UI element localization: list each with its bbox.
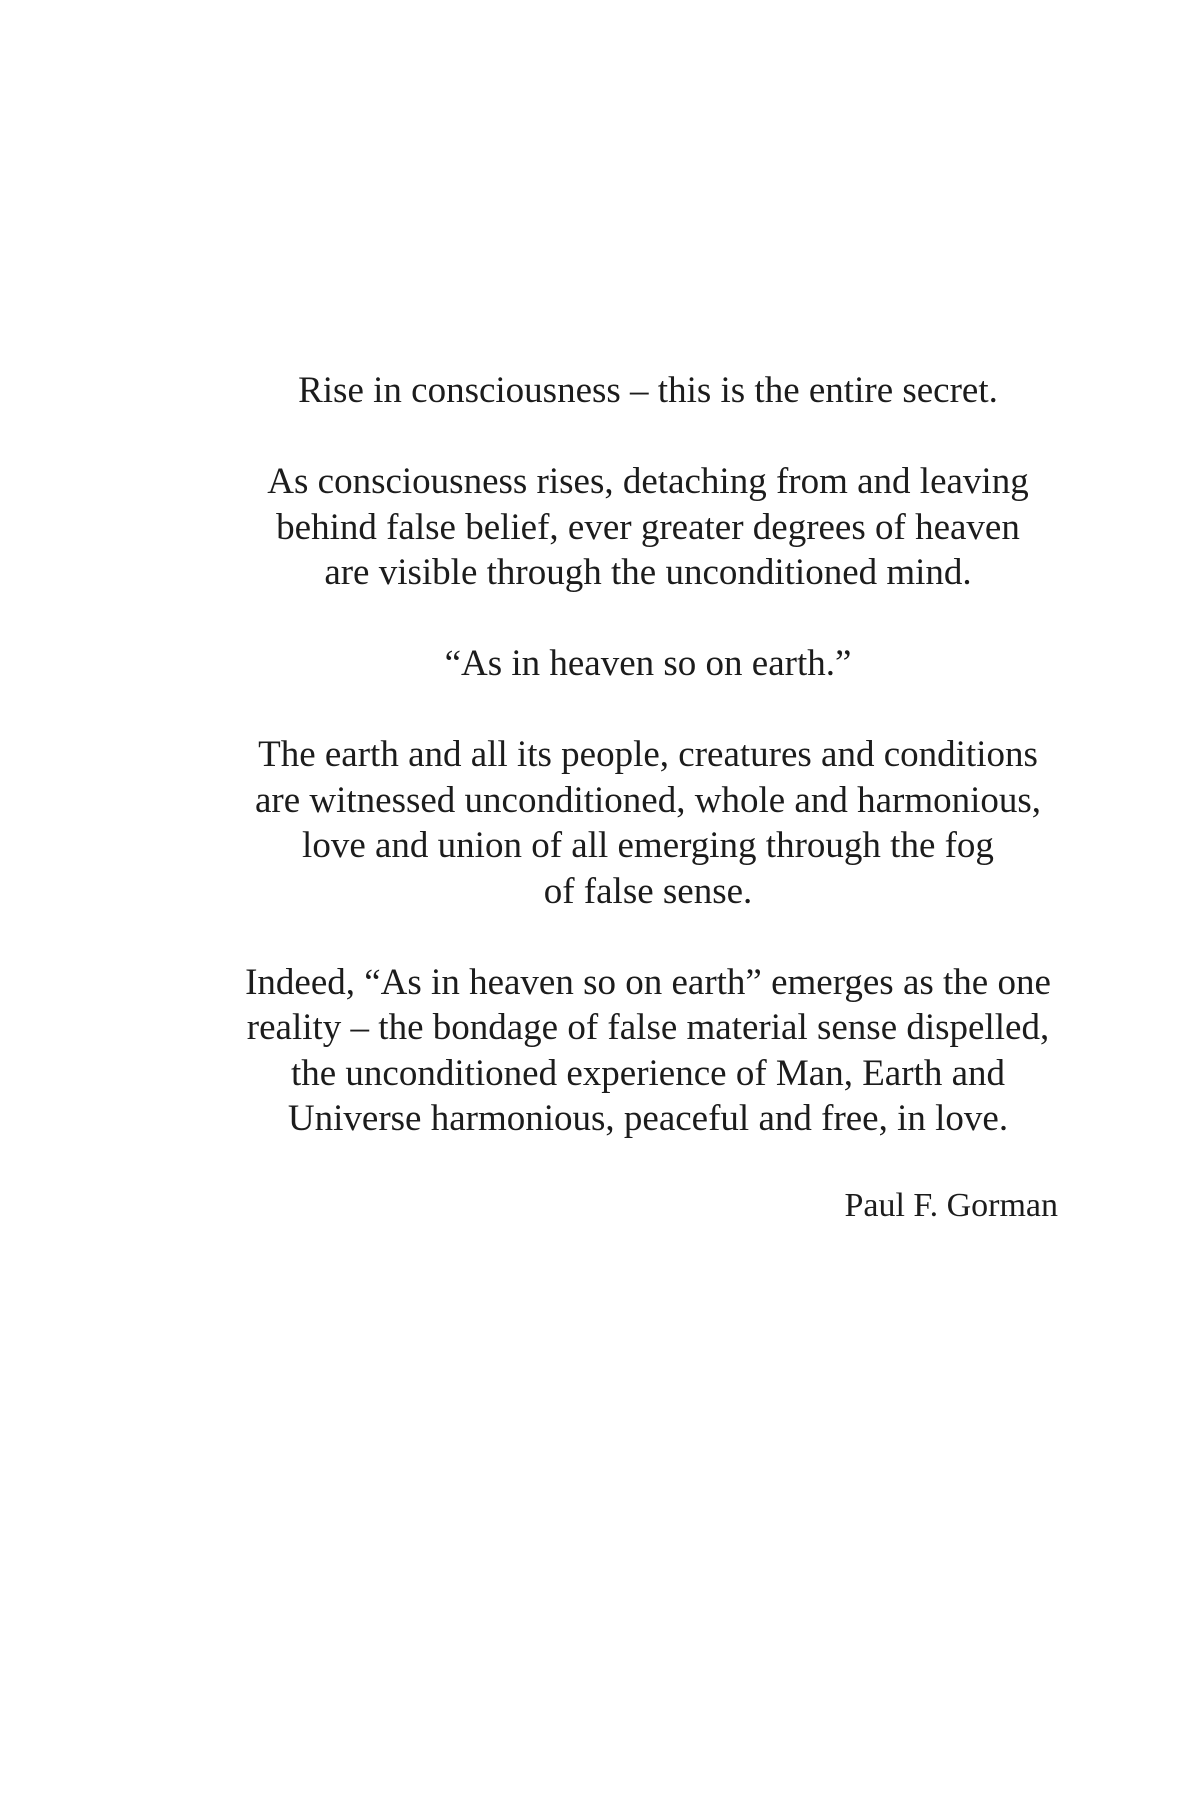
author-signature: Paul F. Gorman	[844, 1187, 1058, 1224]
stanza-1	[238, 368, 1058, 414]
poem-line: Indeed, “As in heaven so on earth” emerges as the one	[245, 961, 1051, 1003]
poem-line: the unconditioned experience of Man, Earth and	[290, 1052, 1006, 1094]
stanza-2	[238, 459, 1058, 596]
poem-line: love and union of all emerging through the fog	[302, 825, 994, 866]
stanza-5	[238, 960, 1058, 1142]
poem-line: behind false belief, ever greater degrees of heaven	[276, 506, 1020, 548]
poem-line: “As in heaven so on earth.”	[444, 643, 852, 684]
stanza-3	[238, 641, 1058, 687]
poem-line: reality – the bondage of false material sense dispelled,	[246, 1007, 1050, 1048]
poem-body	[238, 368, 1058, 1187]
poem-line: are witnessed unconditioned, whole and harmonious,	[254, 779, 1042, 821]
poem-line: Universe harmonious, peaceful and free, in love.	[287, 1098, 1009, 1139]
poem-line: of false sense.	[543, 870, 753, 912]
poem-line: As consciousness rises, detaching from and leaving	[267, 461, 1029, 502]
poem-line: are visible through the unconditioned mind.	[324, 552, 972, 593]
poem-line: The earth and all its people, creatures and conditions	[258, 734, 1038, 775]
poem-line: Rise in consciousness – this is the entire secret.	[298, 370, 998, 411]
stanza-4	[238, 732, 1058, 914]
